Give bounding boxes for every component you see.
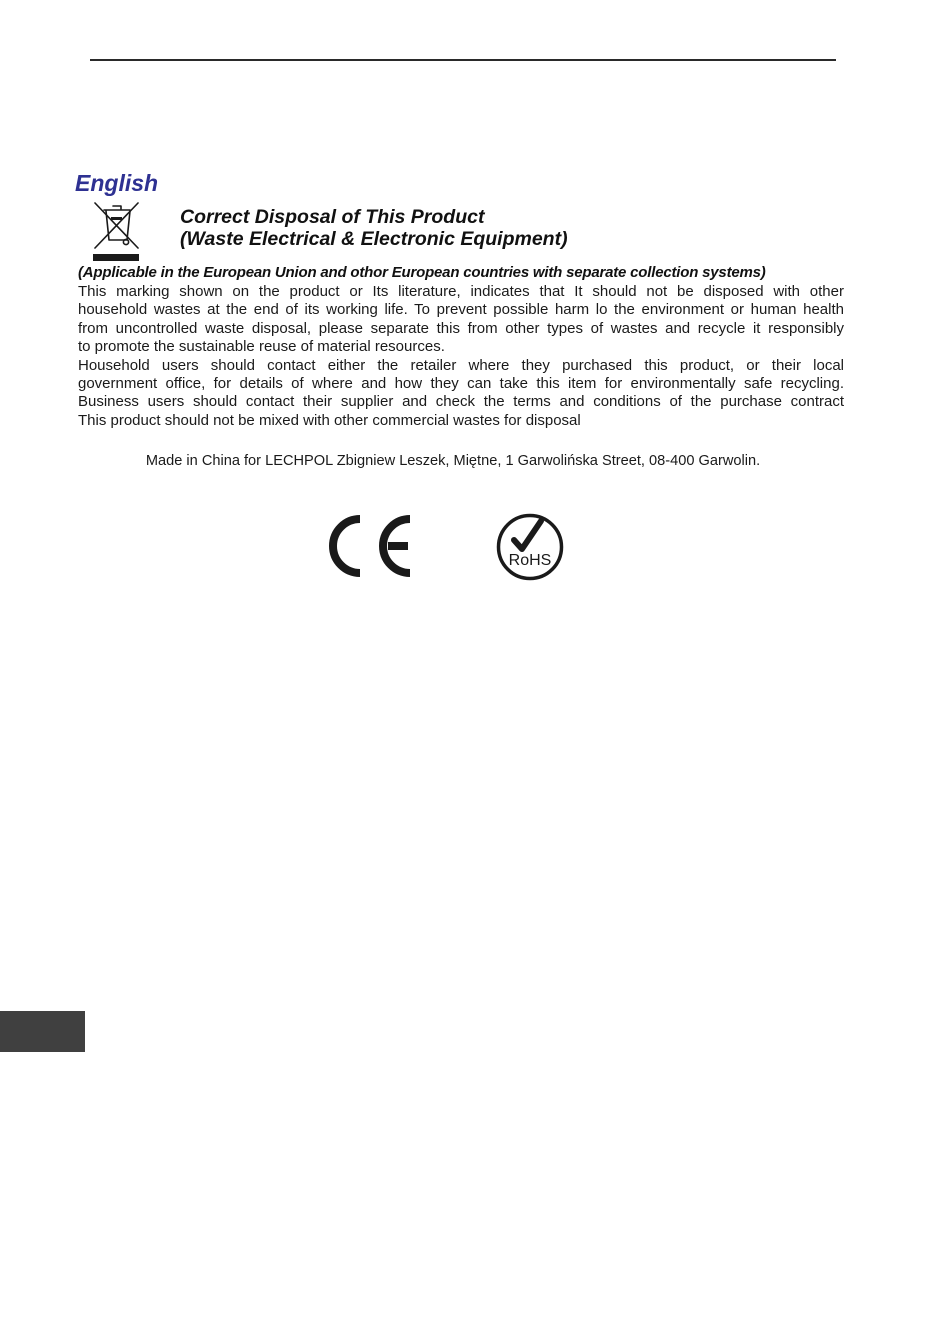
top-rule xyxy=(90,59,836,61)
disposal-body-text xyxy=(78,283,844,430)
rohs-mark-icon xyxy=(495,512,565,582)
paragraph-marking xyxy=(78,283,844,357)
paragraph-users xyxy=(78,357,844,431)
text-line: government office, for details of where and how they can take this item for environmentally safe recycling. xyxy=(78,375,844,393)
text-line: Business users should contact their supplier and check the terms and conditions of the purchase contract xyxy=(78,393,844,411)
language-heading: English xyxy=(75,170,159,196)
title-line-1: Correct Disposal of This Product xyxy=(180,206,485,228)
text-line: This product should not be mixed with other commercial wastes for disposal xyxy=(78,411,581,429)
text-line: household wastes at the end of its working life. To prevent possible harm lo the environment or human health xyxy=(78,301,844,319)
text-line: Household users should contact either the retailer where they purchased this product, or their local xyxy=(78,356,844,374)
page-side-tab xyxy=(0,1011,85,1052)
text-line: from uncontrolled waste disposal, please separate this from other types of wastes and recycle it responsibly xyxy=(78,319,844,337)
manufacturer-line: Made in China for LECHPOL Zbigniew Leszek, Miętne, 1 Garwolińska Street, 08-400 Garwolin. xyxy=(145,453,761,469)
rohs-label: RoHS xyxy=(508,552,552,569)
ce-mark-icon xyxy=(322,513,414,579)
weee-bin-icon xyxy=(89,197,143,263)
disposal-title xyxy=(180,206,568,250)
title-line-2: (Waste Electrical & Electronic Equipment) xyxy=(180,228,568,250)
text-line: to promote the sustainable reuse of material resources. xyxy=(78,338,445,356)
text-line: This marking shown on the product or Its literature, indicates that It should not be disposed with other xyxy=(78,283,844,300)
applicability-note: (Applicable in the European Union and othor European countries with separate collection systems) xyxy=(78,264,766,281)
